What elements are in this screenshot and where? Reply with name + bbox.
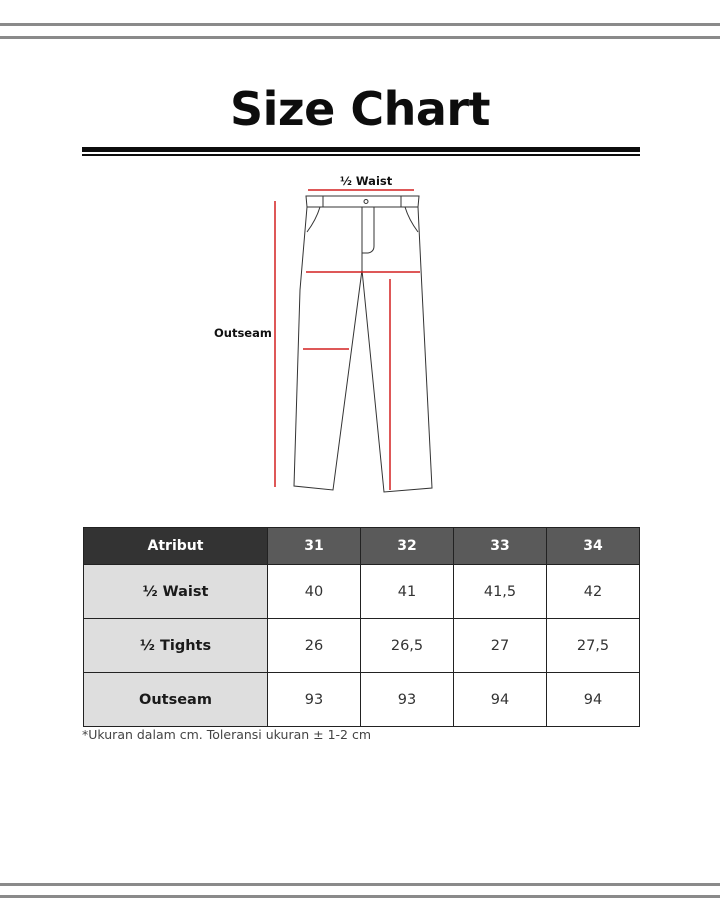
table-cell: 40 xyxy=(268,565,361,619)
pants-fly-stitch xyxy=(362,207,374,253)
pants-outline xyxy=(294,207,432,492)
header-cell-size: 33 xyxy=(454,528,547,565)
table-row xyxy=(84,565,640,619)
table-cell: 93 xyxy=(361,673,454,727)
table-header-row xyxy=(84,528,640,565)
table-cell: 41 xyxy=(361,565,454,619)
row-label: Outseam xyxy=(84,673,268,727)
table-cell: 94 xyxy=(454,673,547,727)
size-footnote: *Ukuran dalam cm. Toleransi ukuran ± 1-2 cm xyxy=(82,727,372,742)
table-cell: 26,5 xyxy=(361,619,454,673)
pants-waistband xyxy=(306,196,419,207)
top-border-line-2 xyxy=(0,36,720,39)
pocket-right xyxy=(405,207,418,232)
row-label: ½ Tights xyxy=(84,619,268,673)
top-border-line-1 xyxy=(0,23,720,26)
header-cell-atribut: Atribut xyxy=(84,528,268,565)
waist-button xyxy=(364,200,368,204)
table-cell: 94 xyxy=(547,673,640,727)
table-cell: 27,5 xyxy=(547,619,640,673)
table-cell: 27 xyxy=(454,619,547,673)
table-cell: 42 xyxy=(547,565,640,619)
bottom-border-line-2 xyxy=(0,895,720,898)
row-label: ½ Waist xyxy=(84,565,268,619)
title-rule-thick xyxy=(82,147,640,152)
table-cell: 26 xyxy=(268,619,361,673)
table-cell: 93 xyxy=(268,673,361,727)
size-table xyxy=(83,527,640,727)
bottom-border-line-1 xyxy=(0,883,720,886)
waist-label: ½ Waist xyxy=(340,174,393,188)
header-cell-size: 31 xyxy=(268,528,361,565)
title-rule-thin xyxy=(82,154,640,156)
outseam-label: Outseam xyxy=(214,326,272,340)
page-title: Size Chart xyxy=(229,82,491,136)
table-row xyxy=(84,619,640,673)
header-cell-size: 34 xyxy=(547,528,640,565)
table-cell: 41,5 xyxy=(454,565,547,619)
table-row xyxy=(84,673,640,727)
header-cell-size: 32 xyxy=(361,528,454,565)
pocket-left xyxy=(307,207,320,232)
